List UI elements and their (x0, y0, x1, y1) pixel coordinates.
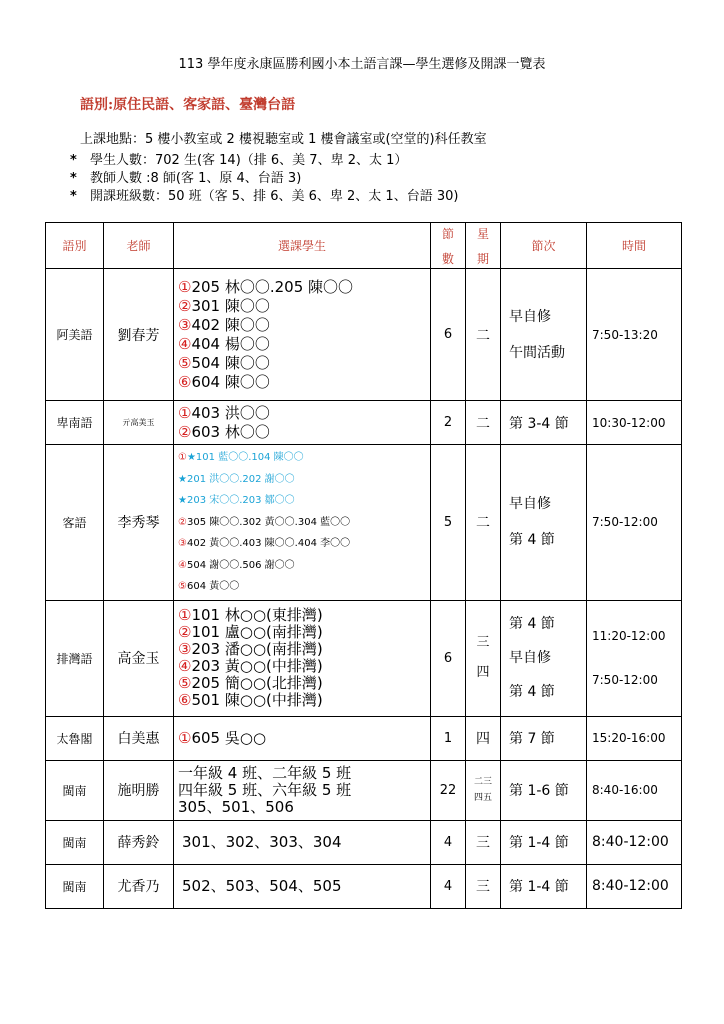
teacher-count-line (70, 167, 301, 186)
student-entry: ①★101 藍〇〇.104 陳〇〇 (178, 452, 304, 463)
session-cell: 第 1-4 節 (501, 820, 587, 864)
teacher-cell: 薛秀鈴 (104, 820, 174, 864)
students-cell (174, 716, 431, 760)
session-cell: 第 7 節 (501, 716, 587, 760)
time-cell: 8:40-12:00 (587, 820, 682, 864)
header-time: 時間 (587, 223, 682, 269)
student-entry: ⑥501 陳○○(中排灣) (178, 691, 323, 709)
count-cell: 4 (431, 820, 466, 864)
teacher-cell: 劉春芳 (104, 269, 174, 401)
count-cell: 6 (431, 600, 466, 716)
student-entry: ⑤205 簡○○(北排灣) (178, 674, 323, 692)
count-cell: 4 (431, 864, 466, 908)
session-cell: 第 4 節 早自修 第 4 節 (501, 600, 587, 716)
teacher-count-text: 教師人數 :8 師(客 1、原 4、台語 3) (90, 171, 302, 186)
weekday-cell: 四 (466, 716, 501, 760)
students-cell (174, 401, 431, 445)
lang-cell: 卑南語 (46, 401, 104, 445)
lang-cell: 阿美語 (46, 269, 104, 401)
header-count: 節 數 (431, 223, 466, 269)
student-entry: 一年級 4 班、二年級 5 班 (178, 763, 352, 782)
students-cell (174, 864, 431, 908)
lang-cell: 排灣語 (46, 600, 104, 716)
bullet-star: * (70, 189, 77, 204)
student-entry: ③402 黃〇〇.403 陳〇〇.404 李〇〇 (178, 538, 351, 549)
student-entry: ①605 吳○○ (178, 728, 267, 747)
table-header-row (46, 223, 682, 269)
student-entry: ①205 林〇〇.205 陳〇〇 (178, 277, 354, 296)
student-entry: ⑤604 黃〇〇 (178, 581, 240, 592)
student-entry: ⑥604 陳〇〇 (178, 372, 270, 391)
students-cell (174, 600, 431, 716)
table-row (46, 864, 682, 908)
student-entry: 四年級 5 班、六年級 5 班 (178, 780, 352, 799)
student-entry: ②603 林〇〇 (178, 422, 270, 441)
lang-cell: 太魯閣 (46, 716, 104, 760)
student-entry: ③402 陳〇〇 (178, 315, 270, 334)
student-entry: ②101 盧○○(南排灣) (178, 623, 323, 641)
student-entry: ①403 洪〇〇 (178, 403, 270, 422)
count-cell: 1 (431, 716, 466, 760)
student-entry: ②305 陳〇〇.302 黃〇〇.304 藍〇〇 (178, 516, 351, 528)
session-cell: 早自修 午間活動 (501, 269, 587, 401)
students-cell (174, 445, 431, 601)
student-entry: ★203 宋〇〇.203 鄒〇〇 (178, 495, 295, 506)
count-cell: 22 (431, 760, 466, 820)
student-entry: ★201 洪〇〇.202 謝〇〇 (178, 473, 295, 485)
lang-cell: 客語 (46, 445, 104, 601)
count-cell: 6 (431, 269, 466, 401)
count-cell: 5 (431, 445, 466, 601)
table-row (46, 445, 682, 601)
header-students: 選課學生 (174, 223, 431, 269)
student-entry: ③203 潘○○(南排灣) (178, 640, 323, 658)
students-cell (174, 269, 431, 401)
weekday-cell: 三 四 (466, 600, 501, 716)
time-cell: 10:30-12:00 (587, 401, 682, 445)
class-count-line (70, 185, 458, 204)
weekday-cell: 三 (466, 820, 501, 864)
time-cell: 8:40-16:00 (587, 760, 682, 820)
header-teacher: 老師 (104, 223, 174, 269)
weekday-cell: 二 (466, 269, 501, 401)
student-entry: ②301 陳〇〇 (178, 296, 270, 315)
student-entry: ①101 林○○(東排灣) (178, 606, 323, 624)
student-entry: 305、501、506 (178, 797, 294, 816)
lang-cell: 閩南 (46, 760, 104, 820)
teacher-cell: 尤香乃 (104, 864, 174, 908)
table-row (46, 600, 682, 716)
teacher-cell: 亓高美玉 (104, 401, 174, 445)
document-title: 113 學年度永康區勝利國小本土語言課—學生選修及開課一覽表 (178, 57, 546, 72)
class-count-text: 開課班級數：50 班（客 5、排 6、美 6、卑 2、太 1、台語 30) (90, 189, 459, 204)
student-entry: 502、503、504、505 (182, 876, 342, 895)
student-count-line (70, 149, 407, 168)
time-cell: 8:40-12:00 (587, 864, 682, 908)
teacher-cell: 高金玉 (104, 600, 174, 716)
session-cell: 早自修 第 4 節 (501, 445, 587, 601)
weekday-cell: 二 (466, 401, 501, 445)
teacher-cell: 李秀琴 (104, 445, 174, 601)
table-row (46, 401, 682, 445)
location-line: 上課地點：5 樓小教室或 2 樓視聽室或 1 樓會議室或(空堂的)科任教室 (80, 132, 487, 147)
lang-cell: 閩南 (46, 864, 104, 908)
table-row (46, 269, 682, 401)
course-table (45, 222, 682, 909)
lang-cell: 閩南 (46, 820, 104, 864)
session-cell: 第 1-4 節 (501, 864, 587, 908)
student-count-text: 學生人數：702 生(客 14)（排 6、美 7、卑 2、太 1） (90, 153, 408, 168)
weekday-cell: 三 (466, 864, 501, 908)
header-lang: 語別 (46, 223, 104, 269)
weekday-cell: 二三 四五 (466, 760, 501, 820)
teacher-cell: 白美惠 (104, 716, 174, 760)
weekday-cell: 二 (466, 445, 501, 601)
table-row (46, 716, 682, 760)
header-session: 節次 (501, 223, 587, 269)
time-cell: 7:50-12:00 (587, 445, 682, 601)
bullet-star: * (70, 171, 77, 186)
time-cell: 15:20-16:00 (587, 716, 682, 760)
students-cell (174, 760, 431, 820)
header-weekday: 星 期 (466, 223, 501, 269)
count-cell: 2 (431, 401, 466, 445)
session-cell: 第 1-6 節 (501, 760, 587, 820)
students-cell (174, 820, 431, 864)
student-entry: ④404 楊〇〇 (178, 334, 270, 353)
student-entry: 301、302、303、304 (182, 832, 342, 851)
table-row (46, 820, 682, 864)
bullet-star: * (70, 153, 77, 168)
table-row (46, 760, 682, 820)
student-entry: ⑤504 陳〇〇 (178, 353, 270, 372)
language-subtitle: 語別:原住民語、客家語、臺灣台語 (80, 97, 296, 113)
session-cell: 第 3-4 節 (501, 401, 587, 445)
student-entry: ④203 黃○○(中排灣) (178, 657, 323, 675)
student-entry: ④504 謝〇〇.506 謝〇〇 (178, 559, 295, 571)
teacher-cell: 施明勝 (104, 760, 174, 820)
time-cell: 11:20-12:00 7:50-12:00 (587, 600, 682, 716)
time-cell: 7:50-13:20 (587, 269, 682, 401)
